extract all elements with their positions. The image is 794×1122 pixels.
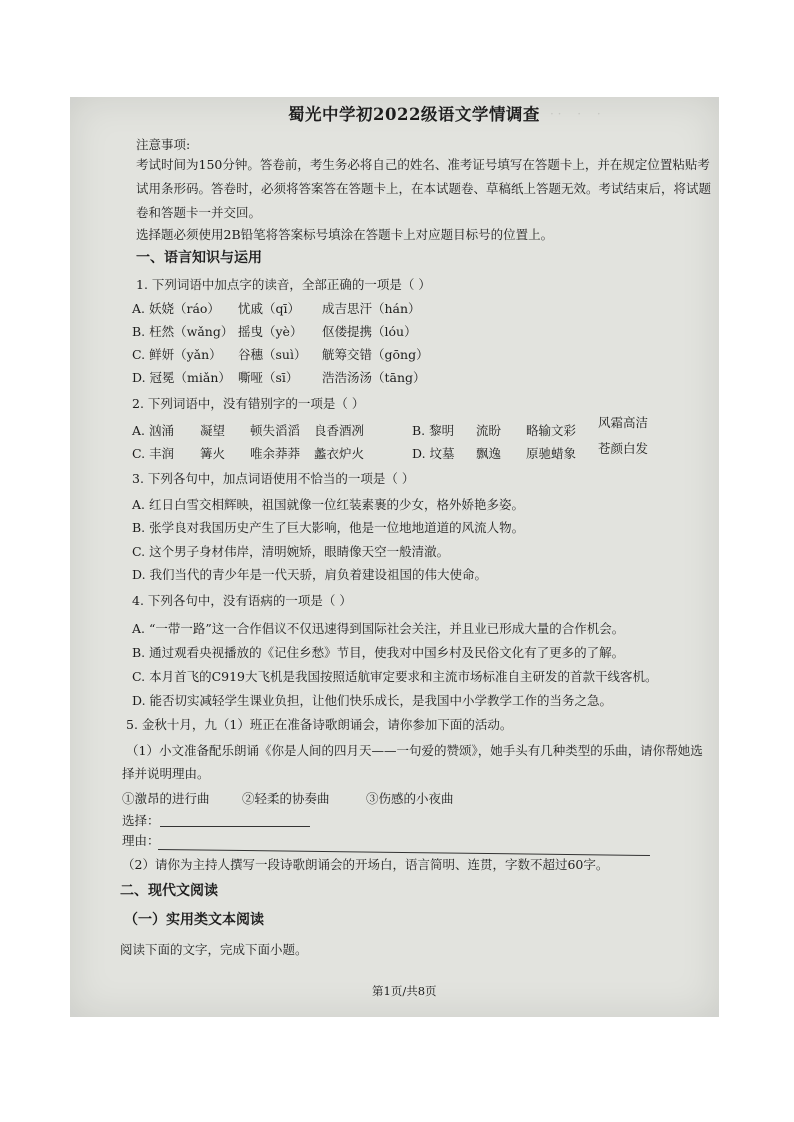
q4-option-b: B. 通过观看央视播放的《记住乡愁》节目，使我对中国乡村及民俗文化有了更多的了解。 xyxy=(132,645,625,660)
q2-option-a: A. 汹涌 xyxy=(132,423,174,438)
q3-option-b: B. 张学良对我国历史产生了巨大影响，他是一位地地道道的风流人物。 xyxy=(132,520,525,535)
exam-paper xyxy=(70,97,719,1017)
q1-option-b: B. 枉然（wǎng） xyxy=(132,324,234,339)
q5-stem: 5. 金秋十月，九（1）班正在准备诗歌朗诵会，请你参加下面的活动。 xyxy=(126,717,513,732)
bleed-through-text: · · · · xyxy=(550,107,601,121)
q1-option-a-word3: 成吉思汗（hán） xyxy=(322,301,421,316)
choose-answer-line[interactable] xyxy=(160,826,310,827)
q2-option-c-word4: 蠡衣炉火 xyxy=(314,446,365,461)
notice-line-2: 试用条形码。答卷时，必须将答案答在答题卡上，在本试题卷、草稿纸上答题无效。考试结束后，将试题 xyxy=(136,181,712,196)
subsection-heading: （一）实用类文本阅读 xyxy=(124,912,264,928)
q2-option-c: C. 丰润 xyxy=(132,446,175,461)
q1-option-b-word3: 伛偻提携（lóu） xyxy=(322,324,417,339)
section-1-heading: 一、语言知识与运用 xyxy=(136,250,262,266)
q4-option-d: D. 能否切实减轻学生课业负担，让他们快乐成长，是我国中小学教学工作的当务之急。 xyxy=(132,693,613,708)
q2-option-d-word2: 飘逸 xyxy=(476,446,502,461)
q2-option-c-word2: 篝火 xyxy=(200,446,226,461)
notice-heading: 注意事项: xyxy=(136,137,191,152)
section-2-heading: 二、现代文阅读 xyxy=(120,883,218,899)
q2-stem: 2. 下列词语中，没有错别字的一项是（ ） xyxy=(132,396,365,411)
q2-option-d-word3: 原驰蜡象 xyxy=(526,446,577,461)
q3-option-c: C. 这个男子身材伟岸，清明婉矫，眼睛像天空一般清澈。 xyxy=(132,544,450,559)
q5-sub1-line2: 择并说明理由。 xyxy=(122,766,210,781)
q2-option-d-word4: 苍颜白发 xyxy=(598,441,649,456)
q5-option-2: ②轻柔的协奏曲 xyxy=(242,791,330,806)
q1-option-d: D. 冠冕（miǎn） xyxy=(132,370,231,385)
q1-option-a: A. 妖娆（ráo） xyxy=(132,301,220,316)
q2-option-a-word4: 良香酒冽 xyxy=(314,423,365,438)
notice-line-3: 卷和答题卡一并交回。 xyxy=(136,205,262,220)
q2-option-b: B. 黎明 xyxy=(412,423,455,438)
q1-option-c-word2: 谷穗（suì） xyxy=(238,347,307,362)
q2-option-b-word4: 风霜高洁 xyxy=(598,415,649,430)
q1-option-a-word2: 忧戚（qī） xyxy=(238,301,300,316)
q2-option-a-word3: 顿失滔滔 xyxy=(250,423,301,438)
q5-option-1: ①激昂的进行曲 xyxy=(122,791,210,806)
q3-option-a: A. 红日白雪交相辉映，祖国就像一位红装素裹的少女，格外娇艳多姿。 xyxy=(132,497,524,512)
q5-option-3: ③伤感的小夜曲 xyxy=(366,791,454,806)
q1-option-d-word3: 浩浩汤汤（tāng） xyxy=(322,370,426,385)
q2-option-b-word3: 略输文彩 xyxy=(526,423,577,438)
page-footer: 第1页/共8页 xyxy=(372,984,437,998)
q3-stem: 3. 下列各句中，加点词语使用不恰当的一项是（ ） xyxy=(132,471,415,486)
q5-sub1-line1: （1）小文准备配乐朗诵《你是人间的四月天——一句爱的赞颂》，她手头有几种类型的乐曲，请你帮她选 xyxy=(126,743,703,758)
q5-sub2: （2）请你为主持人撰写一段诗歌朗诵会的开场白，语言简明、连贯，字数不超过60字。 xyxy=(122,857,609,872)
reason-label: 理由： xyxy=(122,833,160,848)
q2-option-b-word2: 流盼 xyxy=(476,423,502,438)
q4-option-a: A. “一带一路”这一合作倡议不仅迅速得到国际社会关注，并且业已形成大量的合作机会。 xyxy=(132,621,625,636)
q1-option-b-word2: 摇曳（yè） xyxy=(238,324,303,339)
q1-option-d-word2: 嘶哑（sī） xyxy=(238,370,299,385)
choose-label: 选择： xyxy=(122,813,160,828)
q1-stem: 1. 下列词语中加点字的读音，全部正确的一项是（ ） xyxy=(136,277,431,292)
q1-option-c: C. 鲜妍（yǎn） xyxy=(132,347,222,362)
notice-line-4: 选择题必须使用2B铅笔将答案标号填涂在答题卡上对应题目标号的位置上。 xyxy=(136,227,554,242)
q2-option-a-word2: 凝望 xyxy=(200,423,226,438)
page-title: 蜀光中学初2022级语文学情调查 xyxy=(288,105,540,124)
reading-instruction: 阅读下面的文字，完成下面小题。 xyxy=(120,942,308,957)
notice-line-1: 考试时间为150分钟。答卷前，考生务必将自己的姓名、准考证号填写在答题卡上，并在规定位置粘贴考 xyxy=(136,157,710,172)
q1-option-c-word3: 觥筹交错（gōng） xyxy=(322,347,429,362)
q4-stem: 4. 下列各句中，没有语病的一项是（ ） xyxy=(132,593,352,608)
q2-option-c-word3: 唯余莽莽 xyxy=(250,446,301,461)
q3-option-d: D. 我们当代的青少年是一代天骄，肩负着建设祖国的伟大使命。 xyxy=(132,567,488,582)
q4-option-c: C. 本月首飞的C919大飞机是我国按照适航审定要求和主流市场标准自主研发的首款干线客机。 xyxy=(132,669,658,684)
reason-answer-line[interactable] xyxy=(158,849,650,856)
q2-option-d: D. 坟墓 xyxy=(412,446,455,461)
